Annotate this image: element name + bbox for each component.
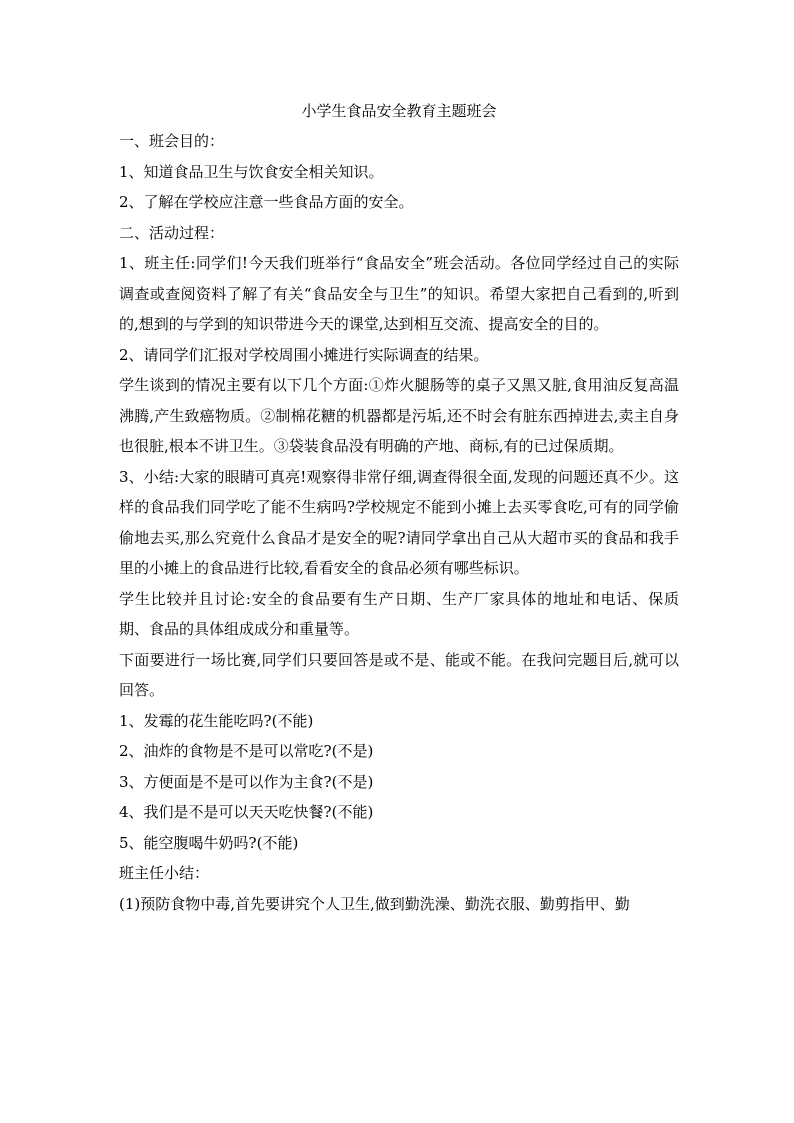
- section-heading-purpose: 一、班会目的：: [119, 132, 225, 150]
- process-paragraph-report: 2、请同学们汇报对学校周围小摊进行实际调查的结果。: [119, 345, 489, 364]
- section-heading-process: 二、活动过程：: [119, 223, 225, 242]
- document-body: [119, 96, 679, 919]
- process-paragraph-teacher-intro: 1、班主任:同学们!今天我们班举行“食品安全”班会活动。各位同学经过自己的实际调查或查阅资料了解了有关“食品安全与卫生”的知识。希望大家把自己看到的,听到的,想到的与学到的知识带进今天的课堂,达到相互交流、提高安全的目的。: [119, 254, 679, 333]
- teacher-summary-heading: 班主任小结：: [119, 864, 210, 882]
- quiz-question-4: 4、我们是不是可以天天吃快餐?(不能): [119, 803, 374, 821]
- purpose-item-2: 2、了解在学校应注意一些食品方面的安全。: [119, 193, 414, 211]
- process-paragraph-contest-intro: 下面要进行一场比赛,同学们只要回答是或不是、能或不能。在我问完题目后,就可以回答。: [119, 650, 679, 699]
- document-title: 小学生食品安全教育主题班会: [301, 102, 497, 120]
- process-paragraph-discussion: 学生比较并且讨论:安全的食品要有生产日期、生产厂家具体的地址和电话、保质期、食品的具体组成成分和重量等。: [119, 589, 679, 638]
- quiz-question-5: 5、能空腹喝牛奶吗?(不能): [119, 833, 299, 852]
- process-paragraph-summary: 3、小结:大家的眼睛可真亮!观察得非常仔细,调查得很全面,发现的问题还真不少。这样的食品我们同学吃了能不生病吗?学校规定不能到小摊上去买零食吃,可有的同学偷偷地去买,那么究竟什么食品才是安全的呢?请同学拿出自己从大超市买的食品和我手里的小摊上的食品进行比较,看看安全的食品必须有哪些标识。: [119, 467, 679, 577]
- quiz-question-3: 3、方便面是不是可以作为主食?(不是): [119, 772, 374, 791]
- quiz-question-2: 2、油炸的食物是不是可以常吃?(不是): [119, 742, 374, 760]
- quiz-question-1: 1、发霉的花生能吃吗?(不能): [119, 711, 314, 730]
- purpose-item-1: 1、知道食品卫生与饮食安全相关知识。: [119, 162, 384, 181]
- teacher-summary-point-1: (1)预防食物中毒,首先要讲究个人卫生,做到勤洗澡、勤洗衣服、勤剪指甲、勤: [119, 894, 630, 913]
- process-paragraph-findings: 学生谈到的情况主要有以下几个方面:①炸火腿肠等的桌子又黑又脏,食用油反复高温沸腾,产生致癌物质。②制棉花糖的机器都是污垢,还不时会有脏东西掉进去,卖主自身也很脏,根本不讲卫生。③袋装食品没有明确的产地、商标,有的已过保质期。: [119, 376, 679, 455]
